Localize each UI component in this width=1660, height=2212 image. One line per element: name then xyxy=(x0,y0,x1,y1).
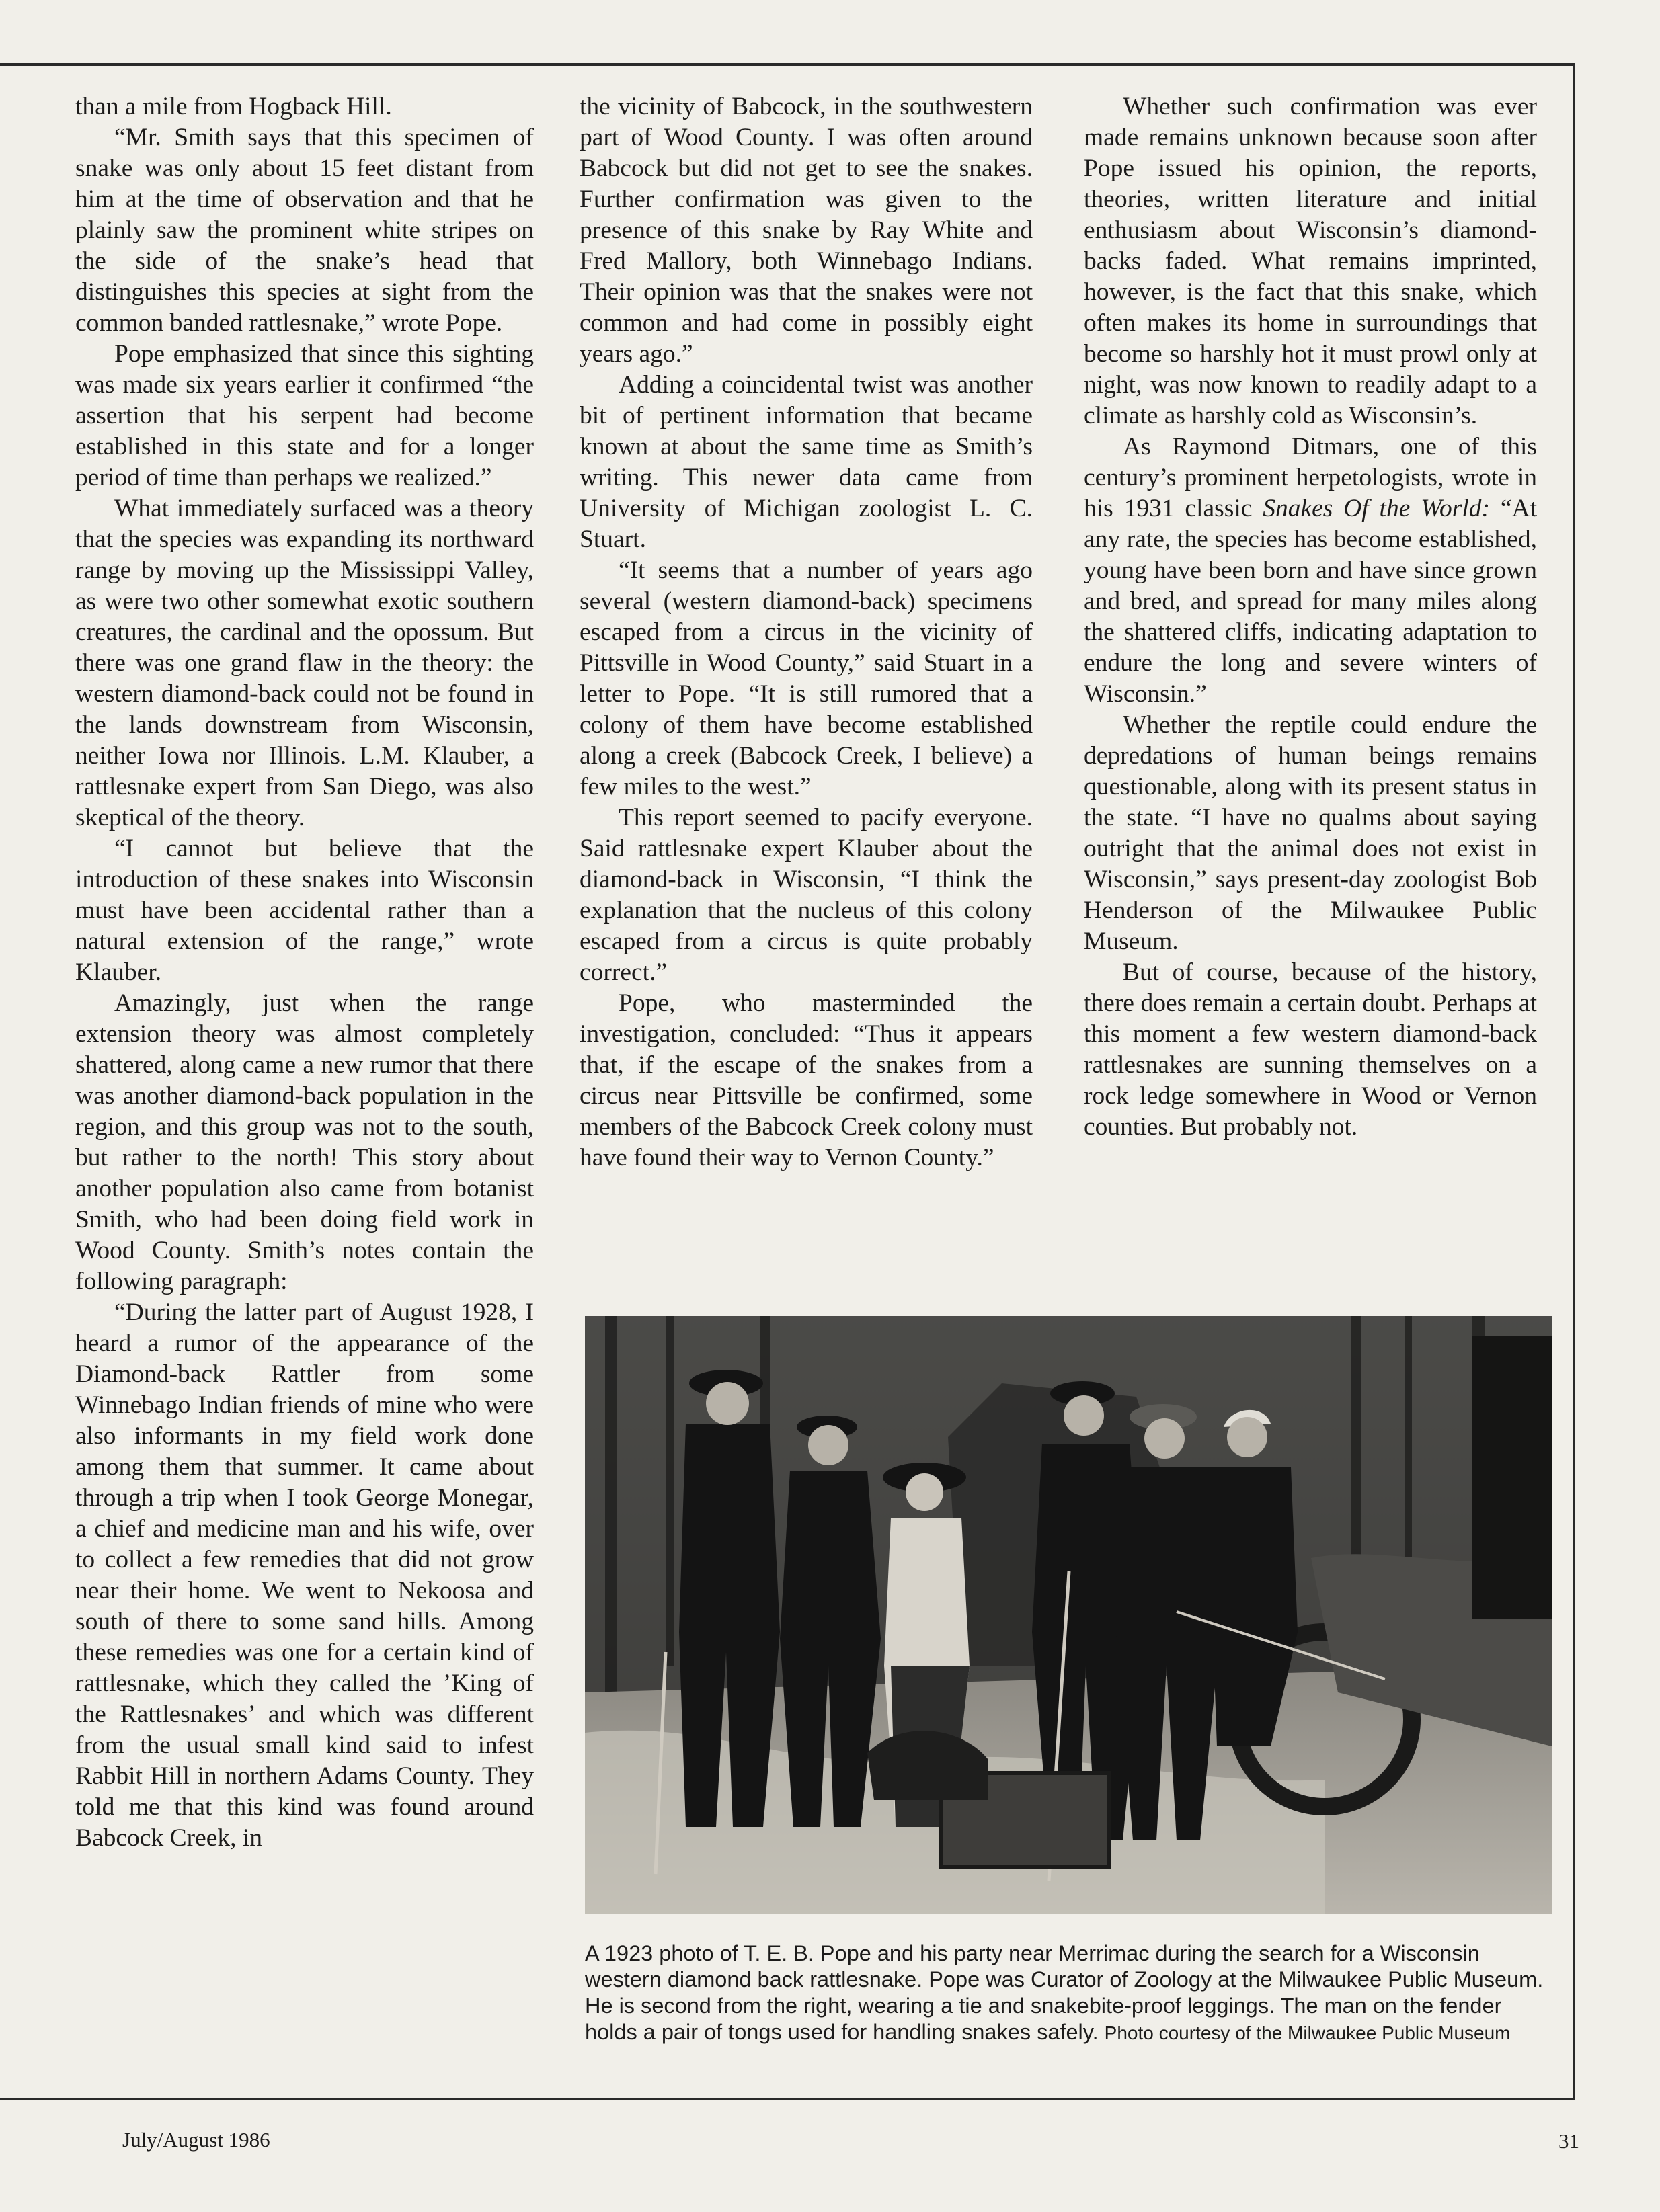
paragraph-text: “At any rate, the species has become established, young have been born and have since grown and bred, and spread for many miles along the shattered cliffs, indicating adaptation to endure the long and severe winters of Wisconsin.” xyxy=(1084,495,1537,708)
paragraph: “Mr. Smith says that this specimen of snake was only about 15 feet distant from him at the time of observation and that he plainly saw the prominent white stripes on the side of the snake’s head that distinguishes this species at sight from the common banded rattlesnake,” wrote Pope. xyxy=(75,124,534,337)
paragraph: the vicinity of Babcock, in the southwestern part of Wood County. I was often around Babcock but did not get to see the snakes. Further confirmation was given to the presence of this snake by Ray White and Fred Mallory, both Winnebago Indians. Their opinion was that the snakes were not common and had come in possibly eight years ago.” xyxy=(580,93,1033,368)
paragraph: Amazingly, just when the range extension theory was almost completely shattered, along came a new rumor that there was another diamond-back population in the region, and this group was not to the south, but rather to the north! This story about another population also came from botanist Smith, who had been doing field work in Wood County. Smith’s notes contain the following paragraph: xyxy=(75,989,534,1295)
paragraph: Whether the reptile could endure the depredations of human beings remains questionable, along with its present status in the state. “I have no qualms about saying outright that the animal does not exist in Wisconsin,” says present-day zoologist Bob Henderson of the Milwaukee Public Museum. xyxy=(1084,711,1537,955)
paragraph: “I cannot but believe that the introduction of these snakes into Wisconsin must have been accidental rather than a natural extension of the range,” wrote Klauber. xyxy=(75,835,534,986)
caption-text: A 1923 photo of T. E. B. Pope and his party near Merrimac during the search for a Wisconsin western diamond back rattlesnake. Pope was Curator of Zoology at the Milwaukee Public Museum. He is second from the right, wearing a tie and snakebite-proof leggings. The man on the fender holds a pair of tongs used for handling snakes safely. xyxy=(585,1941,1544,2044)
paragraph: Pope, who masterminded the investigation, concluded: “Thus it appears that, if the escape of the snakes from a circus near Pittsville be confirmed, some members of the Babcock Creek colony must have found their way to Vernon County.” xyxy=(580,989,1033,1172)
paragraph: “During the latter part of August 1928, I heard a rumor of the appearance of the Diamond-back Rattler from some Winnebago Indian friends of mine who were also informants in my field work done among them that summer. It came about through a trip when I took George Monegar, a chief and medicine man and his wife, over to collect a few remedies that did not grow near their home. We went to Nekoosa and south of there to some sand hills. Among these remedies was one for a certain kind of rattlesnake, which they called the ’King of the Rattlesnakes’ and which was different from the usual small kind said to infest Rabbit Hill in northern Adams County. They told me that this kind was found around Babcock Creek, in xyxy=(75,1299,534,1852)
paragraph: than a mile from Hogback Hill. xyxy=(75,93,392,120)
paragraph: Adding a coincidental twist was another bit of pertinent information that became known at about the same time as Smith’s writing. This newer data came from University of Michigan zoologist L. C. Stuart. xyxy=(580,371,1033,553)
issue-date: July/August 1986 xyxy=(122,2128,270,2152)
paragraph: “It seems that a number of years ago several (western diamond-back) specimens escaped from a circus in the vicinity of Pittsville in Wood County,” said Stuart in a letter to Pope. “It is still rumored that a colony of them have become established along a creek (Babcock Creek, I believe) a few miles to the west.” xyxy=(580,557,1033,801)
photo-credit: Photo courtesy of the Milwaukee Public Museum xyxy=(1104,2022,1511,2043)
paragraph: Pope emphasized that since this sighting was made six years earlier it confirmed “the assertion that his serpent had become established in this state and for a longer period of time than perhaps we realized.” xyxy=(75,340,534,491)
paragraph: What immediately surfaced was a theory that the species was expanding its northward range by moving up the Mississippi Valley, as were two other somewhat exotic southern creatures, the cardinal and the opossum. But there was one grand flaw in the theory: the western diamond-back could not be found in the lands downstream from Wisconsin, neither Iowa nor Illinois. L.M. Klauber, a rattlesnake expert from San Diego, was also skeptical of the theory. xyxy=(75,495,534,831)
paragraph: Whether such confirmation was ever made remains unknown because soon after Pope issued his opinion, the reports, theories, written literature and initial enthusiasm about Wisconsin’s diamond-backs faded. What remains imprinted, however, is the fact that this snake, which often makes its home in surroundings that become so harshly hot it must prowl only at night, was now known to readily adapt to a climate as harshly cold as Wisconsin’s. xyxy=(1084,93,1537,429)
paragraph: But of course, because of the history, there does remain a certain doubt. Perhaps at this moment a few western diamond-back rattlesnakes are sunning themselves on a rock ledge somewhere in Wood or Vernon counties. But probably not. xyxy=(1084,958,1537,1141)
photo-caption xyxy=(585,1940,1553,2046)
article-column-3 xyxy=(1084,91,1537,1143)
paragraph-text: As Raymond Ditmars, one of this century’s prominent herpetologists, wrote in his 1931 classic xyxy=(1084,433,1537,522)
historical-photo xyxy=(585,1316,1552,1914)
paragraph: This report seemed to pacify everyone. Said rattlesnake expert Klauber about the diamond-back in Wisconsin, “I think the explanation that the nucleus of this colony escaped from a circus is quite probably correct.” xyxy=(580,804,1033,986)
article-column-1 xyxy=(75,91,534,1854)
paragraph xyxy=(1084,432,1537,710)
page-number: 31 xyxy=(1558,2129,1579,2153)
book-title: Snakes Of the World: xyxy=(1263,495,1490,522)
article-column-2 xyxy=(580,91,1033,1174)
